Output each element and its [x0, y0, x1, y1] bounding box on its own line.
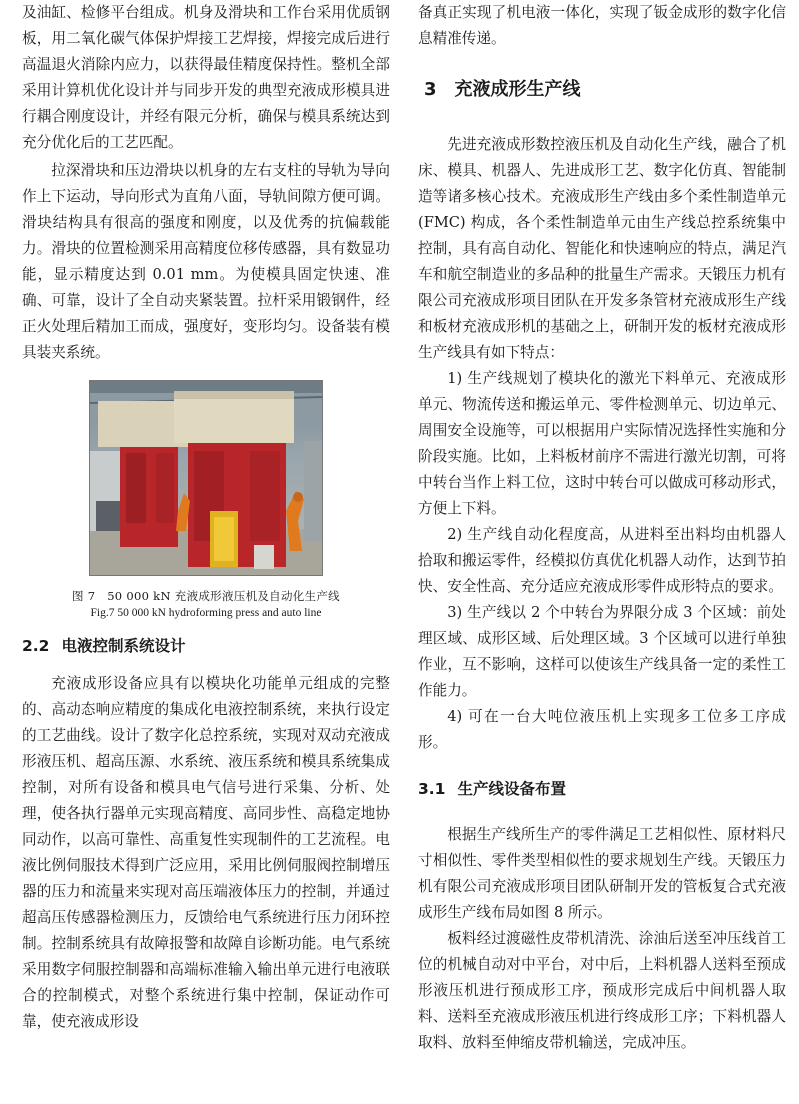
- section-number: 3.1: [418, 780, 446, 798]
- paragraph: 充液成形设备应具有以模块化功能单元组成的完整的、高动态响应精度的集成化电液控制系统，来执行设定的工艺曲线。设计了数字化总控系统，实现对双动充液成形液压机、超高压源、水系统、液压系统和模具系统集成控制，对所有设备和模具电气信号进行采集、分析、处理，使各执行器单元实现高精度、高同步性、高稳定地协同动作，以高可靠性、高重复性实现制件的工艺流程。电液比例伺服技术得到广泛应用，采用比例伺服阀控制增压器的压力和流量来实现对高压端液体压力的控制，并通过超高压传感器检测压力，反馈给电气系统进行压力闭环控制。控制系统具有故障报警和故障自诊断功能。电气系统采用数字伺服控制器和高端标准输入输出单元进行电液联合的控制模式，对整个系统进行集中控制，保证动作可靠，使充液成形设: [22, 675, 390, 1030]
- paragraph: 备真正实现了机电液一体化，实现了钣金成形的数字化信息精准传递。: [418, 4, 786, 47]
- left-column: [22, 0, 390, 1035]
- paragraph: 板料经过渡磁性皮带机清洗、涂油后送至冲压线首工位的机械自动对中平台，对中后，上料机器人送料至预成形液压机进行预成形工序，预成形完成后中间机器人取料、送料至充液成形液压机进行终成形工序；下料机器人取料、放料至伸缩皮带机输送，完成冲压。: [418, 930, 786, 1051]
- figure-7: [22, 380, 390, 621]
- paragraph: 拉深滑块和压边滑块以机身的左右支柱的导轨为导向作上下运动，导向形式为直角八面，导轨间隙方便可调。滑块结构具有很高的强度和刚度，以及优秀的抗偏载能力。滑块的位置检测采用高精度位移传感器，具有数显功能，显示精度达到 0.01 mm。为使模具固定快速、准确、可靠，设计了全自动夹紧装置。拉杆采用锻钢件，经正火处理后精加工而成，强度好，变形均匀。设备装有模具装夹系统。: [22, 162, 390, 361]
- press-line-photo: [89, 380, 323, 576]
- right-column: [418, 0, 786, 1056]
- figure-caption-cn: 图 7 50 000 kN 充液成形液压机及自动化生产线: [72, 589, 340, 603]
- section-heading-3: [424, 78, 786, 102]
- list-item: 1) 生产线规划了模块化的激光下料单元、充液成形单元、物流传送和搬运单元、零件检测单元、切边单元、周围安全设施等，可以根据用户实际情况选择性实施和分阶段实施。比如，上料板材前序不需进行激光切割，可将中转台当作上料工位，这时中转台可以做成可移动形式，方便上下料。: [418, 370, 786, 517]
- list-item: 3) 生产线以 2 个中转台为界限分成 3 个区域：前处理区域、成形区域、后处理区域。3 个区域可以进行单独作业，互不影响，这样可以使该生产线具备一定的柔性工作能力。: [418, 604, 786, 699]
- list-item: 2) 生产线自动化程度高，从进料至出料均由机器人拾取和搬运零件，经模拟仿真优化机器人动作，达到节拍快、安全性高、充分适应充液成形零件成形特点的要求。: [418, 526, 786, 595]
- list-item: 4) 可在一台大吨位液压机上实现多工位多工序成形。: [418, 708, 786, 751]
- section-number: 2.2: [22, 637, 50, 655]
- section-title: 生产线设备布置: [457, 780, 566, 798]
- section-number: 3: [424, 79, 437, 100]
- section-title: 充液成形生产线: [454, 79, 581, 100]
- section-heading-2-2: [22, 635, 390, 657]
- section-heading-3-1: [418, 778, 786, 800]
- section-title: 电液控制系统设计: [61, 637, 186, 655]
- paragraph: 根据生产线所生产的零件满足工艺相似性、原材料尺寸相似性、零件类型相似性的要求规划生产线。天锻压力机有限公司充液成形项目团队研制开发的管板复合式充液成形生产线布局如图 8 所示。: [418, 826, 786, 921]
- paragraph: 及油缸、检修平台组成。机身及滑块和工作台采用优质钢板，用二氧化碳气体保护焊接工艺焊接，焊接完成后进行高温退火消除内应力，以获得最佳精度保持性。整机全部采用计算机优化设计并与同步开发的典型充液成形模具进行耦合刚度设计，并经有限元分析，确保与模具系统达到充分优化后的工艺匹配。: [22, 4, 390, 151]
- paragraph: 先进充液成形数控液压机及自动化生产线，融合了机床、模具、机器人、先进成形工艺、数字化仿真、智能制造等诸多核心技术。充液成形生产线由多个柔性制造单元(FMC) 构成，各个柔性制造单元由生产线总控系统集中控制，具有高自动化、智能化和快速响应的特点，满足汽车和航空制造业的多品种的批量生产需求。天锻压力机有限公司充液成形项目团队在开发多条管材充液成形生产线和板材充液成形机的基础之上，研制开发的板材充液成形生产线具有如下特点：: [418, 136, 786, 361]
- figure-caption-en: Fig.7 50 000 kN hydroforming press and auto line: [90, 607, 322, 619]
